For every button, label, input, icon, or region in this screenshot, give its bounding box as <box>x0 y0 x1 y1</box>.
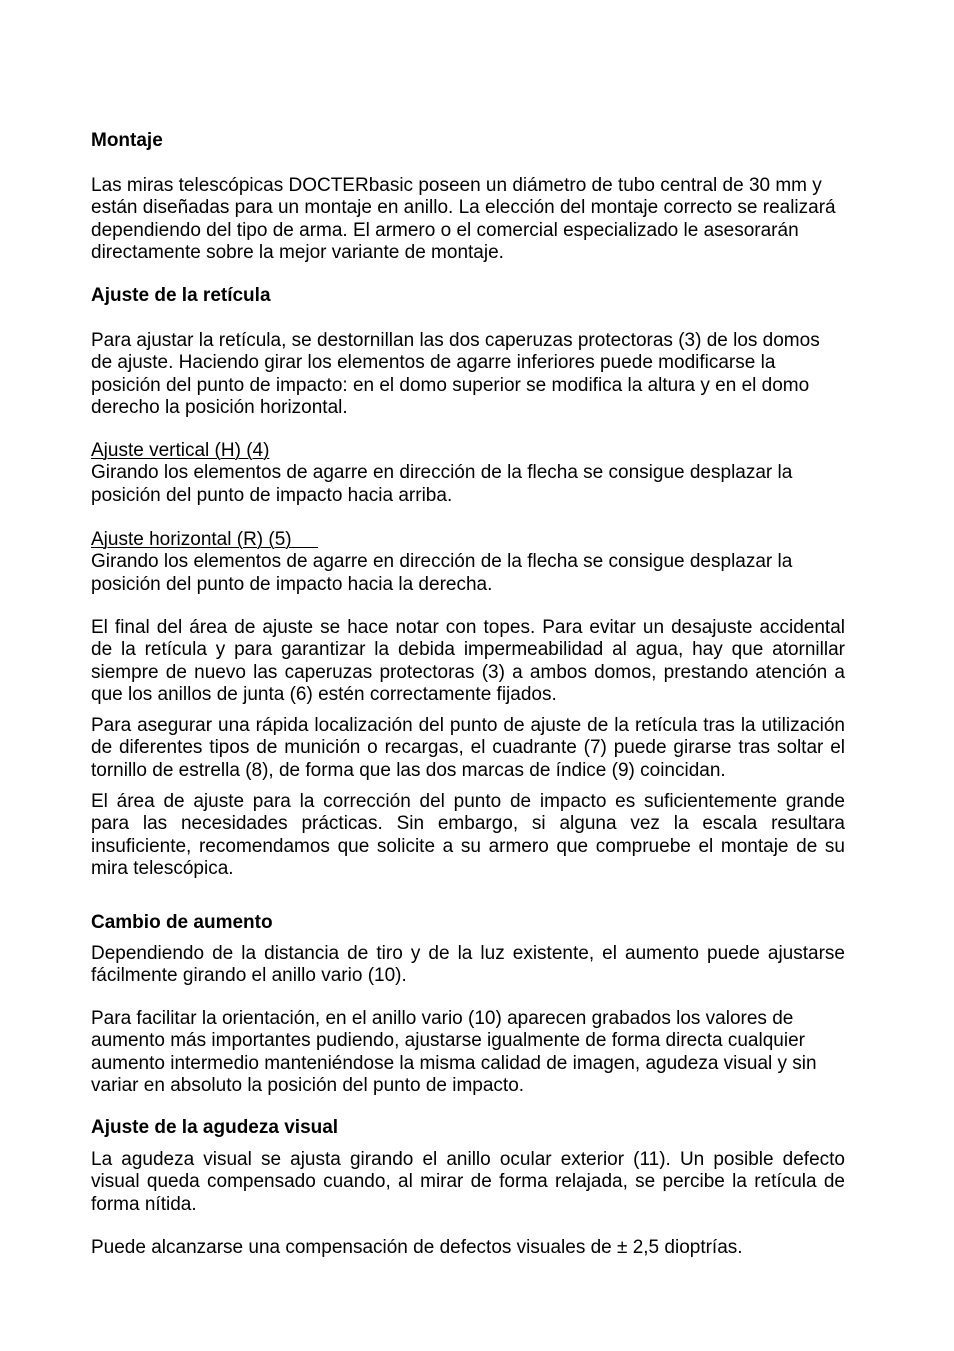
text-line: siempre de nuevo las caperuzas protectoras (3) a ambos domos, prestando atención a <box>91 661 845 683</box>
text-line: Dependiendo de la distancia de tiro y de la luz existente, el aumento puede ajustarse <box>91 943 845 964</box>
text-line: posición del punto de impacto hacia la derecha. <box>91 573 493 595</box>
text-line: dependiendo del tipo de arma. El armero o el comercial especializado le asesorarán <box>91 219 799 241</box>
paragraph-agudeza-2 <box>91 1237 845 1259</box>
section-heading-montaje <box>91 130 845 152</box>
text-line: El área de ajuste para la corrección del punto de impacto es suficientemente grande <box>91 791 845 812</box>
subsection-horizontal <box>91 529 845 596</box>
section-heading-agudeza <box>91 1117 845 1139</box>
section-heading-aumento <box>91 912 845 934</box>
subsection-vertical <box>91 440 845 507</box>
text-line: forma nítida. <box>91 1193 197 1215</box>
text-line: Girando los elementos de agarre en dirección de la flecha se consigue desplazar la <box>91 551 793 573</box>
paragraph-note-area <box>91 791 845 880</box>
text-line: posición del punto de impacto: en el domo superior se modifica la altura y en el domo <box>91 374 810 396</box>
paragraph-agudeza-1 <box>91 1149 845 1216</box>
paragraph-aumento-2 <box>91 1008 845 1097</box>
paragraph-reticula <box>91 330 845 419</box>
subheading-vertical: Ajuste vertical (H) (4) <box>91 440 270 461</box>
text-line: El final del área de ajuste se hace notar con topes. Para evitar un desajuste accidental <box>91 617 845 638</box>
text-line: Para ajustar la retícula, se destornillan las dos caperuzas protectoras (3) de los domos <box>91 330 820 351</box>
text-line: Puede alcanzarse una compensación de defectos visuales de ± 2,5 dioptrías. <box>91 1237 743 1258</box>
text-line: variar en absoluto la posición del punto de impacto. <box>91 1074 525 1096</box>
text-line: están diseñadas para un montaje en anillo. La elección del montaje correcto se realizará <box>91 197 836 219</box>
text-line: para las necesidades prácticas. Sin embargo, si alguna vez la escala resultara <box>91 813 845 835</box>
heading-montaje: Montaje <box>91 130 163 151</box>
text-line: Girando los elementos de agarre en dirección de la flecha se consigue desplazar la <box>91 462 793 484</box>
paragraph-aumento-1 <box>91 943 845 988</box>
text-line: de ajuste. Haciendo girar los elementos de agarre inferiores puede modificarse la <box>91 352 776 374</box>
text-line: de la retícula y para garantizar la debida impermeabilidad al agua, hay que atornillar <box>91 639 845 661</box>
paragraph-note-topes <box>91 617 845 706</box>
text-line: La agudeza visual se ajusta girando el anillo ocular exterior (11). Un posible defecto <box>91 1149 845 1170</box>
heading-aumento: Cambio de aumento <box>91 912 273 933</box>
text-line: visual queda compensado cuando, al mirar de forma relajada, se percibe la retícula de <box>91 1171 845 1193</box>
text-line: tornillo de estrella (8), de forma que las dos marcas de índice (9) coincidan. <box>91 759 726 781</box>
heading-agudeza: Ajuste de la agudeza visual <box>91 1117 339 1138</box>
section-heading-reticula <box>91 285 845 307</box>
text-line: Para facilitar la orientación, en el anillo vario (10) aparecen grabados los valores de <box>91 1008 794 1029</box>
paragraph-note-cuadrante <box>91 715 845 782</box>
text-line: mira telescópica. <box>91 857 234 879</box>
text-line: insuficiente, recomendamos que solicite a su armero que compruebe el montaje de su <box>91 835 845 857</box>
text-line: Para asegurar una rápida localización del punto de ajuste de la retícula tras la utilización <box>91 715 845 736</box>
paragraph-montaje <box>91 175 845 264</box>
text-line: aumento intermedio manteniéndose la misma calidad de imagen, agudeza visual y sin <box>91 1052 817 1074</box>
text-line: aumento más importantes pudiendo, ajustarse igualmente de forma directa cualquier <box>91 1030 805 1052</box>
text-line: derecho la posición horizontal. <box>91 396 348 418</box>
heading-reticula: Ajuste de la retícula <box>91 285 271 306</box>
text-line: fácilmente girando el anillo vario (10). <box>91 965 407 987</box>
text-line: de diferentes tipos de munición o recargas, el cuadrante (7) puede girarse tras soltar el <box>91 737 845 759</box>
text-line: directamente sobre la mejor variante de montaje. <box>91 241 504 263</box>
text-line: que los anillos de junta (6) estén correctamente fijados. <box>91 683 557 705</box>
text-line: Las miras telescópicas DOCTERbasic poseen un diámetro de tubo central de 30 mm y <box>91 175 822 196</box>
subheading-horizontal: Ajuste horizontal (R) (5) <box>91 529 292 550</box>
text-line: posición del punto de impacto hacia arriba. <box>91 484 453 506</box>
